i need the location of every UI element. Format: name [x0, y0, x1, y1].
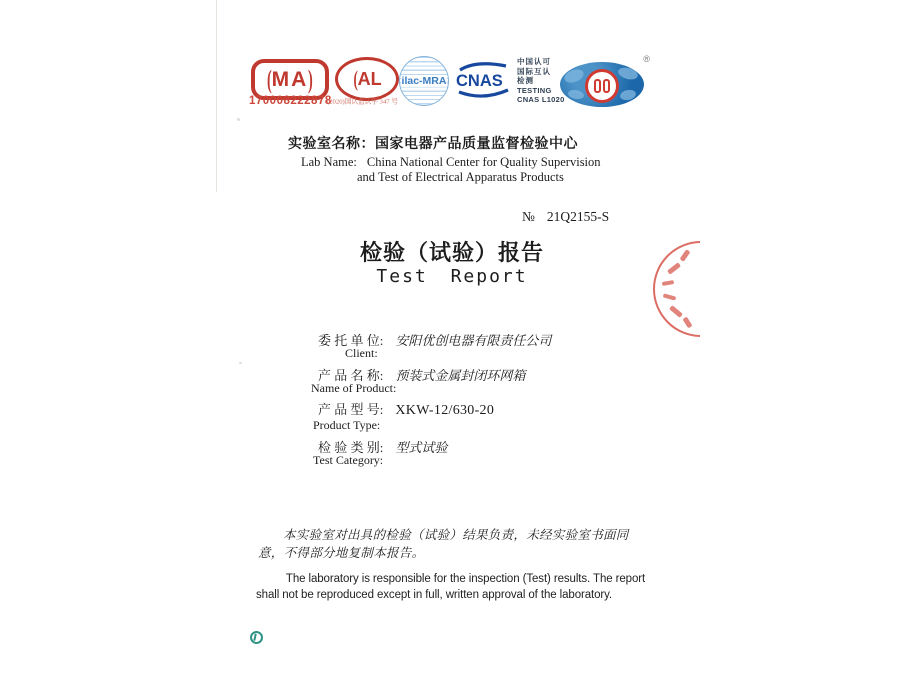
field-value: XKW-12/630-20	[395, 403, 495, 418]
lab-name-en-line1	[301, 155, 601, 170]
globe-landmass	[619, 88, 637, 101]
mini-seal-inner-mark	[253, 634, 259, 642]
cnas-logo-text: CNAS	[456, 72, 503, 90]
field-label-en-test-category: Test Category:	[313, 453, 384, 467]
ilac-mra-logo	[399, 56, 449, 106]
cma-logo	[251, 59, 329, 100]
lab-name-en-text: China National Center for Quality Supervision	[366, 155, 601, 169]
field-label-zh: 产 品 名 称:	[318, 368, 384, 383]
cma-left-bracket: (	[266, 64, 272, 94]
cal-left-bracket: (	[353, 66, 359, 91]
globe-icon	[560, 62, 644, 107]
mini-seal-icon	[250, 631, 263, 644]
globe-red-emblem	[585, 69, 619, 103]
accreditation-line: TESTING	[517, 85, 552, 95]
globe-landmass	[567, 89, 584, 101]
field-label-en-client: Client:	[345, 346, 378, 360]
cal-caption: (2020)国认监认字 347 号	[327, 97, 398, 106]
registered-trademark-mark: ®	[643, 54, 650, 64]
accreditation-line: 检测	[517, 76, 534, 85]
lab-name-en-label: Lab Name:	[301, 155, 357, 169]
cma-certificate-number: 170008222878	[249, 95, 332, 107]
field-value: 预装式金属封闭环网箱	[395, 368, 526, 383]
accreditation-line: 国际互认	[517, 66, 551, 76]
emblem-bar	[594, 79, 601, 93]
cnas-upper-swoosh	[460, 64, 506, 70]
report-number-prefix: №	[522, 209, 535, 224]
field-row-product-type	[318, 399, 494, 419]
cma-right-bracket: )	[308, 64, 314, 94]
globe-certification-logo	[560, 54, 650, 108]
red-seal-stamp	[649, 236, 700, 342]
field-label-zh: 产 品 型 号:	[318, 402, 384, 417]
statement-en: The laboratory is responsible for the inspection (Test) results. The report shall not be reproduced except in full, written approval of the laboratory.	[256, 573, 646, 602]
cma-logo-text: MA	[271, 67, 309, 91]
lab-name-en-line2: and Test of Electrical Apparatus Products	[357, 170, 564, 184]
emblem-bar	[603, 79, 610, 93]
report-title-en: Test Report	[376, 266, 528, 287]
lab-name-zh: 实验室名称：国家电器产品质量监督检验中心	[288, 137, 578, 152]
ilac-mra-logo-text: ilac-MRA	[401, 75, 447, 87]
globe-landmass	[617, 66, 639, 82]
red-seal-ring	[653, 241, 700, 337]
scan-speck	[239, 362, 242, 364]
scan-speck	[237, 118, 240, 121]
field-label-zh: 委 托 单 位:	[318, 333, 384, 348]
cal-logo-text: AL	[357, 68, 382, 89]
field-value: 安阳优创电器有限责任公司	[395, 333, 552, 348]
report-number-value: 21Q2155-S	[546, 209, 610, 224]
report-number	[522, 209, 609, 225]
cnas-logo	[455, 59, 511, 101]
accreditation-line: 中国认可	[517, 57, 551, 66]
field-label-zh: 检 验 类 别:	[318, 440, 384, 455]
cnas-lower-swoosh	[459, 90, 508, 96]
field-value: 型式试验	[395, 440, 448, 455]
field-label-en-product-name: Name of Product:	[311, 381, 397, 395]
globe-landmass	[563, 67, 586, 85]
field-label-en-product-type: Product Type:	[313, 418, 381, 432]
accreditation-line: CNAS L1020	[517, 95, 565, 104]
statement-zh: 本实验室对出具的检验（试验）结果负责，未经实验室书面同意，不得部分地复制本报告。	[258, 528, 629, 561]
scan-page-edge	[216, 0, 217, 192]
report-title-zh: 检验（试验）报告	[359, 240, 544, 265]
cal-logo	[335, 57, 399, 101]
